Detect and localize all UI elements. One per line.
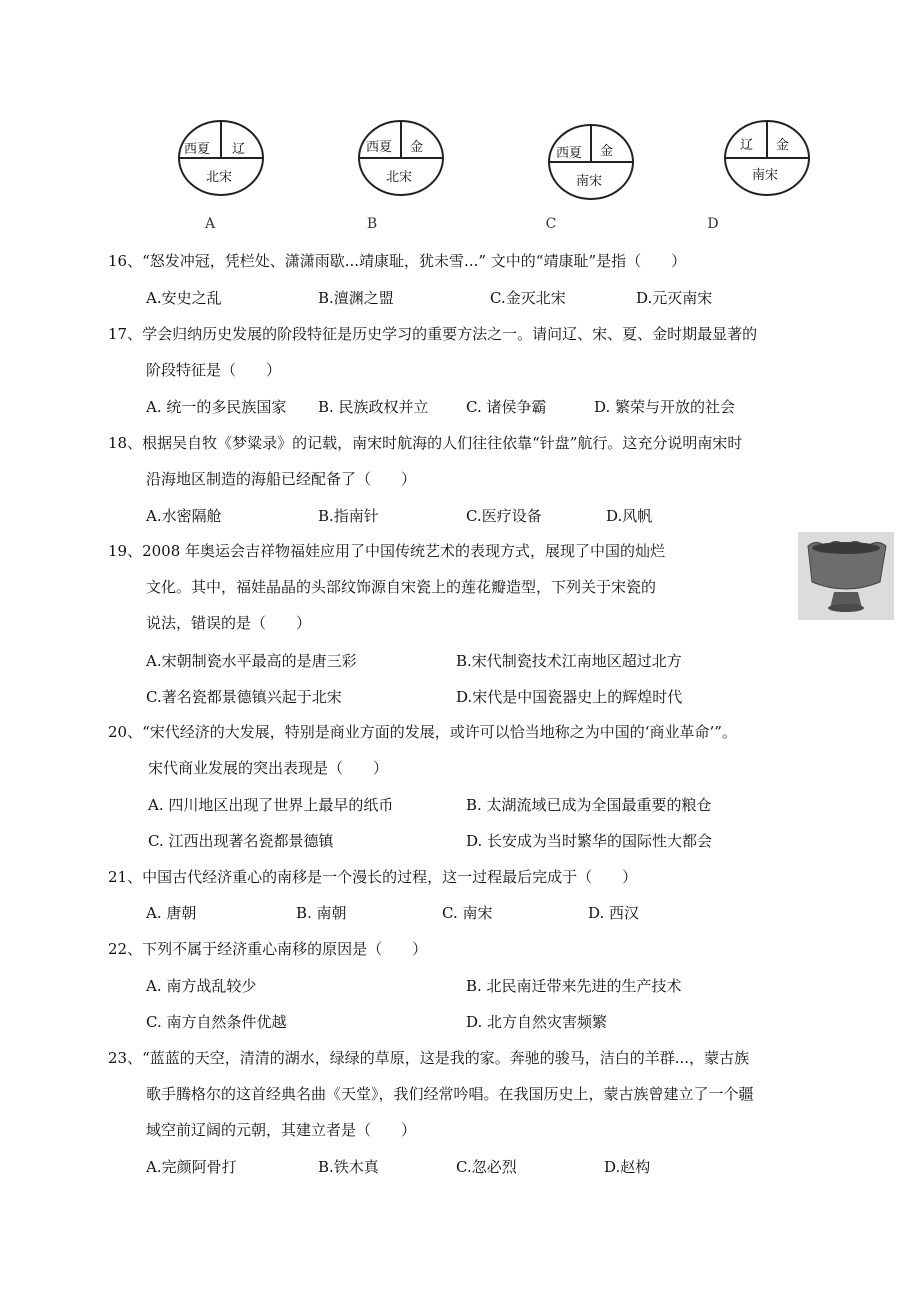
- option-b: B.指南针: [318, 507, 379, 525]
- option-a: A. 四川地区出现了世界上最早的纸币: [148, 796, 394, 814]
- circle-diagram-icon: [176, 118, 266, 198]
- circle-diagram-icon: [546, 122, 636, 202]
- question-19: 19、2008 年奥运会吉祥物福娃应用了中国传统艺术的表现方式，展现了中国的灿烂: [108, 542, 666, 560]
- option-d: D. 西汉: [588, 904, 640, 922]
- option-c: C.著名瓷都景德镇兴起于北宋: [146, 688, 342, 706]
- option-d: D.宋代是中国瓷器史上的辉煌时代: [456, 688, 683, 706]
- question-20-cont: 宋代商业发展的突出表现是（ ）: [148, 759, 389, 777]
- option-c: C. 江西出现著名瓷都景德镇: [148, 832, 334, 850]
- question-16: 16、“怒发冲冠，凭栏处、潇潇雨歇...靖康耻，犹未雪...” 文中的“靖康耻”是指（ ）: [108, 252, 687, 270]
- option-b: B. 太湖流域已成为全国最重要的粮仓: [466, 796, 712, 814]
- question-20: 20、“宋代经济的大发展，特别是商业方面的发展，或许可以恰当地称之为中国的‘商业革命’”。: [108, 723, 737, 741]
- option-a: A.安史之乱: [146, 289, 222, 307]
- option-d: D. 长安成为当时繁华的国际性大都会: [466, 832, 713, 850]
- question-21: 21、中国古代经济重心的南移是一个漫长的过程，这一过程最后完成于（ ）: [108, 868, 638, 886]
- option-c: C. 诸侯争霸: [466, 398, 547, 416]
- option-a: A. 统一的多民族国家: [146, 398, 287, 416]
- option-a: A.完颜阿骨打: [146, 1158, 237, 1176]
- option-b: B.铁木真: [318, 1158, 379, 1176]
- region-top-left: 西夏: [366, 140, 393, 155]
- option-d: D.赵构: [604, 1158, 651, 1176]
- region-bottom: 北宋: [206, 170, 233, 185]
- circle-diagram-icon: [722, 118, 812, 198]
- option-d: D.风帆: [606, 507, 653, 525]
- region-top-left: 辽: [740, 138, 754, 153]
- diagram-b: [356, 118, 446, 198]
- option-b: B.澶渊之盟: [318, 289, 394, 307]
- option-d: D. 繁荣与开放的社会: [594, 398, 736, 416]
- question-23-cont: 歌手腾格尔的这首经典名曲《天堂》，我们经常吟唱。在我国历史上，蒙古族曾建立了一个疆: [146, 1085, 754, 1103]
- song-porcelain-photo: [798, 532, 894, 620]
- question-18: 18、根据吴自牧《梦粱录》的记载，南宋时航海的人们往往依靠“针盘”航行。这充分说明南宋时: [108, 434, 743, 452]
- question-22: 22、下列不属于经济重心南移的原因是（ ）: [108, 940, 428, 958]
- option-b: B. 民族政权并立: [318, 398, 429, 416]
- region-top-right: 金: [776, 138, 790, 153]
- region-bottom: 南宋: [576, 174, 603, 189]
- region-top-right: 金: [410, 140, 424, 155]
- option-a: A.宋朝制瓷水平最高的是唐三彩: [146, 652, 357, 670]
- region-top-right: 辽: [232, 142, 246, 157]
- circle-diagram-icon: [356, 118, 446, 198]
- region-top-left: 西夏: [556, 146, 583, 161]
- lotus-bowl-icon: [798, 532, 894, 620]
- option-c: C.金灭北宋: [490, 289, 566, 307]
- option-d: D.元灭南宋: [636, 289, 713, 307]
- option-a: A. 南方战乱较少: [146, 977, 257, 995]
- question-23: 23、“蓝蓝的天空，清清的湖水，绿绿的草原，这是我的家。奔驰的骏马，洁白的羊群...，蒙古族: [108, 1049, 750, 1067]
- question-19-cont: 文化。其中，福娃晶晶的头部纹饰源自宋瓷上的莲花瓣造型，下列关于宋瓷的: [146, 578, 657, 596]
- question-19-cont2: 说法，错误的是（ ）: [146, 614, 312, 632]
- diagram-label-c: C: [545, 216, 557, 232]
- option-c: C.医疗设备: [466, 507, 542, 525]
- option-d: D. 北方自然灾害频繁: [466, 1013, 608, 1031]
- option-b: B.宋代制瓷技术江南地区超过北方: [456, 652, 682, 670]
- question-17: 17、学会归纳历史发展的阶段特征是历史学习的重要方法之一。请问辽、宋、夏、金时期最显著的: [108, 325, 758, 343]
- diagram-label-d: D: [707, 216, 719, 232]
- region-bottom: 北宋: [386, 170, 413, 185]
- region-top-right: 金: [600, 144, 614, 159]
- option-a: A. 唐朝: [146, 904, 197, 922]
- question-18-cont: 沿海地区制造的海船已经配备了（ ）: [146, 470, 417, 488]
- option-c: C.忽必烈: [456, 1158, 517, 1176]
- option-a: A.水密隔舱: [146, 507, 222, 525]
- region-bottom: 南宋: [752, 168, 779, 183]
- question-23-cont2: 域空前辽阔的元朝，其建立者是（ ）: [146, 1121, 417, 1139]
- question-17-cont: 阶段特征是（ ）: [146, 361, 282, 379]
- diagram-label-b: B: [366, 216, 378, 232]
- option-c: C. 南方自然条件优越: [146, 1013, 287, 1031]
- region-top-left: 西夏: [184, 142, 211, 157]
- diagram-d: [722, 118, 812, 198]
- option-b: B. 北民南迁带来先进的生产技术: [466, 977, 682, 995]
- diagram-c: [546, 122, 636, 202]
- option-c: C. 南宋: [442, 904, 493, 922]
- diagram-label-a: A: [204, 216, 216, 232]
- option-b: B. 南朝: [296, 904, 347, 922]
- diagram-a: [176, 118, 266, 198]
